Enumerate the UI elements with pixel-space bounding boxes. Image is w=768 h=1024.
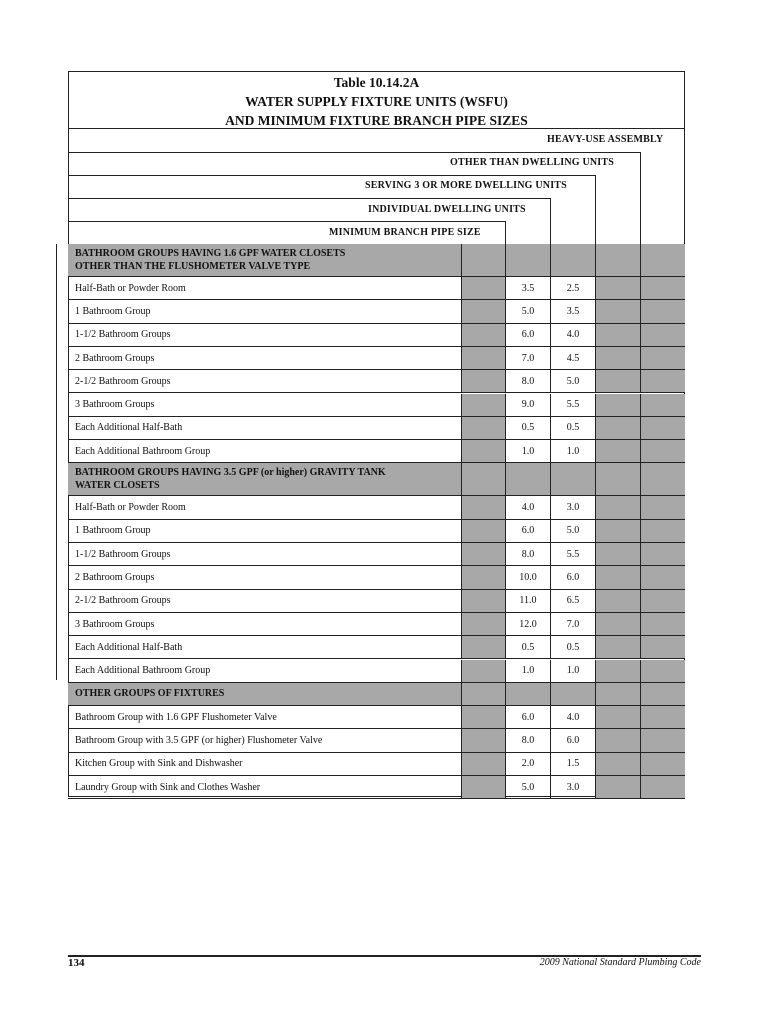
table-title-line-1: WATER SUPPLY FIXTURE UNITS (WSFU): [245, 94, 508, 109]
serving-3-cell: 3.0: [550, 496, 595, 518]
fixture-label: Half-Bath or Powder Room: [75, 282, 186, 294]
serving-3-cell: 5.5: [550, 394, 595, 416]
heavy-use-cell: [640, 244, 685, 276]
pipe-size-cell: [461, 277, 506, 299]
heavy-use-cell: [640, 496, 685, 518]
individual-dwelling-cell: 6.0: [505, 520, 550, 542]
page-number: 134: [68, 957, 85, 969]
individual-dwelling-cell: 8.0: [505, 543, 550, 565]
other-than-dwelling-cell: [595, 370, 640, 392]
header-individual-dwelling: INDIVIDUAL DWELLING UNITS: [368, 204, 526, 215]
serving-3-cell: 3.5: [550, 300, 595, 322]
fixture-label: 1-1/2 Bathroom Groups: [75, 329, 171, 341]
header-divider-serving-3: [550, 198, 551, 244]
serving-3-cell: 0.5: [550, 417, 595, 439]
other-than-dwelling-cell: [595, 277, 640, 299]
table-row: [68, 590, 685, 613]
fixture-label: 2-1/2 Bathroom Groups: [75, 595, 171, 607]
heavy-use-cell: [640, 417, 685, 439]
table-row: [68, 753, 685, 776]
serving-3-cell: 1.5: [550, 753, 595, 775]
fixture-label: 2 Bathroom Groups: [75, 571, 155, 583]
pipe-size-cell: [461, 706, 506, 728]
serving-3-cell: 6.0: [550, 566, 595, 588]
serving-3-cell: 5.0: [550, 520, 595, 542]
fixture-label: Each Additional Bathroom Group: [75, 445, 211, 457]
heavy-use-cell: [640, 440, 685, 462]
header-min-branch-pipe: MINIMUM BRANCH PIPE SIZE: [329, 227, 481, 238]
pipe-size-cell: [461, 543, 506, 565]
heavy-use-cell: [640, 706, 685, 728]
fixture-label: Bathroom Group with 1.6 GPF Flushometer Valve: [75, 711, 277, 723]
table-title-block: [68, 71, 685, 129]
table-row: [68, 370, 685, 393]
table-title-line-2: AND MINIMUM FIXTURE BRANCH PIPE SIZES: [225, 113, 528, 128]
fixture-label: 1 Bathroom Group: [75, 525, 151, 537]
fixture-label: 1 Bathroom Group: [75, 305, 151, 317]
heavy-use-cell: [640, 660, 685, 682]
heavy-use-cell: [640, 463, 685, 495]
fixture-label: Each Additional Half-Bath: [75, 422, 183, 434]
serving-3-cell: 4.5: [550, 347, 595, 369]
other-than-dwelling-cell: [595, 613, 640, 635]
serving-3-cell: 6.0: [550, 729, 595, 751]
other-than-dwelling-cell: [595, 463, 640, 495]
individual-dwelling-cell: 1.0: [505, 440, 550, 462]
heavy-use-cell: [640, 613, 685, 635]
heavy-use-cell: [640, 683, 685, 705]
table-row: [68, 417, 685, 440]
other-than-dwelling-cell: [595, 776, 640, 798]
pipe-size-cell: [461, 683, 506, 705]
serving-3-cell: [550, 463, 595, 495]
other-than-dwelling-cell: [595, 440, 640, 462]
serving-3-cell: [550, 244, 595, 276]
fixture-label: Laundry Group with Sink and Clothes Washer: [75, 781, 261, 793]
table-row: [68, 496, 685, 519]
pipe-size-cell: [461, 729, 506, 751]
table-row: [68, 636, 685, 659]
header-serving-3-or-more: SERVING 3 OR MORE DWELLING UNITS: [365, 180, 567, 191]
fixture-label: 3 Bathroom Groups: [75, 618, 155, 630]
heavy-use-cell: [640, 394, 685, 416]
header-divider-heavy-use: [640, 152, 641, 244]
heavy-use-cell: [640, 753, 685, 775]
other-than-dwelling-cell: [595, 300, 640, 322]
header-rule-3: [68, 198, 550, 199]
table-row: [68, 277, 685, 300]
other-than-dwelling-cell: [595, 417, 640, 439]
other-than-dwelling-cell: [595, 706, 640, 728]
heavy-use-cell: [640, 543, 685, 565]
other-than-dwelling-cell: [595, 753, 640, 775]
heavy-use-cell: [640, 300, 685, 322]
individual-dwelling-cell: 4.0: [505, 496, 550, 518]
heavy-use-cell: [640, 520, 685, 542]
serving-3-cell: 3.0: [550, 776, 595, 798]
serving-3-cell: 1.0: [550, 660, 595, 682]
individual-dwelling-cell: 5.0: [505, 300, 550, 322]
section-row: [68, 683, 685, 706]
fixture-label: 2 Bathroom Groups: [75, 352, 155, 364]
pipe-size-cell: [461, 394, 506, 416]
header-rule-2: [68, 175, 595, 176]
pipe-size-cell: [461, 496, 506, 518]
table-row: [68, 300, 685, 323]
header-rule-4: [68, 221, 505, 222]
heavy-use-cell: [640, 590, 685, 612]
serving-3-cell: 1.0: [550, 440, 595, 462]
fixture-label: 3 Bathroom Groups: [75, 399, 155, 411]
other-than-dwelling-cell: [595, 394, 640, 416]
serving-3-cell: 5.0: [550, 370, 595, 392]
fixture-label: Each Additional Half-Bath: [75, 641, 183, 653]
fixture-label: Half-Bath or Powder Room: [75, 502, 186, 514]
other-than-dwelling-cell: [595, 660, 640, 682]
table-number: Table 10.14.2A: [333, 75, 420, 90]
individual-dwelling-cell: 3.5: [505, 277, 550, 299]
other-than-dwelling-cell: [595, 496, 640, 518]
pipe-size-cell: [461, 324, 506, 346]
pipe-size-cell: [461, 463, 506, 495]
other-than-dwelling-cell: [595, 683, 640, 705]
pipe-size-cell: [461, 590, 506, 612]
section-row: [68, 244, 685, 277]
pipe-size-cell: [461, 417, 506, 439]
section-heading: BATHROOM GROUPS HAVING 1.6 GPF WATER CLOSETS OTHER THAN THE FLUSHOMETER VALVE TYPE: [75, 248, 346, 272]
fixture-label: Kitchen Group with Sink and Dishwasher: [75, 758, 243, 770]
table-row: [68, 543, 685, 566]
fixture-label: Bathroom Group with 3.5 GPF (or higher) Flushometer Valve: [75, 735, 323, 747]
fixture-label: 1-1/2 Bathroom Groups: [75, 548, 171, 560]
fixture-label: 2-1/2 Bathroom Groups: [75, 375, 171, 387]
individual-dwelling-cell: 8.0: [505, 370, 550, 392]
pipe-size-cell: [461, 347, 506, 369]
pipe-size-cell: [461, 753, 506, 775]
other-than-dwelling-cell: [595, 324, 640, 346]
other-than-dwelling-cell: [595, 636, 640, 658]
individual-dwelling-cell: 8.0: [505, 729, 550, 751]
heavy-use-cell: [640, 370, 685, 392]
other-than-dwelling-cell: [595, 347, 640, 369]
table-row: [68, 613, 685, 636]
section-heading: BATHROOM GROUPS HAVING 3.5 GPF (or higher) GRAVITY TANK WATER CLOSETS: [75, 467, 386, 492]
individual-dwelling-cell: 1.0: [505, 660, 550, 682]
change-bar: [56, 244, 57, 680]
header-rule-1: [68, 152, 640, 153]
table-row: [68, 729, 685, 752]
fixture-label: Each Additional Bathroom Group: [75, 665, 211, 677]
pipe-size-cell: [461, 370, 506, 392]
other-than-dwelling-cell: [595, 543, 640, 565]
serving-3-cell: 0.5: [550, 636, 595, 658]
pipe-size-cell: [461, 776, 506, 798]
table-row: [68, 706, 685, 729]
pipe-size-cell: [461, 660, 506, 682]
serving-3-cell: 7.0: [550, 613, 595, 635]
table-row: [68, 324, 685, 347]
heavy-use-cell: [640, 277, 685, 299]
individual-dwelling-cell: 5.0: [505, 776, 550, 798]
individual-dwelling-cell: 0.5: [505, 636, 550, 658]
table-row: [68, 660, 685, 683]
table-row: [68, 440, 685, 463]
header-heavy-use-assembly: HEAVY-USE ASSEMBLY: [547, 134, 664, 145]
serving-3-cell: 2.5: [550, 277, 595, 299]
individual-dwelling-cell: 6.0: [505, 324, 550, 346]
serving-3-cell: [550, 683, 595, 705]
section-heading: OTHER GROUPS OF FIXTURES: [75, 688, 225, 700]
individual-dwelling-cell: 9.0: [505, 394, 550, 416]
serving-3-cell: 5.5: [550, 543, 595, 565]
heavy-use-cell: [640, 776, 685, 798]
pipe-size-cell: [461, 613, 506, 635]
serving-3-cell: 6.5: [550, 590, 595, 612]
individual-dwelling-cell: [505, 463, 550, 495]
section-row: [68, 463, 685, 496]
other-than-dwelling-cell: [595, 244, 640, 276]
individual-dwelling-cell: [505, 683, 550, 705]
individual-dwelling-cell: 2.0: [505, 753, 550, 775]
pipe-size-cell: [461, 244, 506, 276]
serving-3-cell: 4.0: [550, 324, 595, 346]
footer-publication-title: 2009 National Standard Plumbing Code: [539, 957, 701, 968]
pipe-size-cell: [461, 440, 506, 462]
individual-dwelling-cell: [505, 244, 550, 276]
individual-dwelling-cell: 10.0: [505, 566, 550, 588]
heavy-use-cell: [640, 729, 685, 751]
other-than-dwelling-cell: [595, 729, 640, 751]
pipe-size-cell: [461, 300, 506, 322]
serving-3-cell: 4.0: [550, 706, 595, 728]
pipe-size-cell: [461, 520, 506, 542]
other-than-dwelling-cell: [595, 566, 640, 588]
individual-dwelling-cell: 11.0: [505, 590, 550, 612]
table-row: [68, 566, 685, 589]
heavy-use-cell: [640, 566, 685, 588]
individual-dwelling-cell: 7.0: [505, 347, 550, 369]
pipe-size-cell: [461, 636, 506, 658]
individual-dwelling-cell: 0.5: [505, 417, 550, 439]
heavy-use-cell: [640, 324, 685, 346]
other-than-dwelling-cell: [595, 590, 640, 612]
pipe-size-cell: [461, 566, 506, 588]
table-row: [68, 347, 685, 370]
individual-dwelling-cell: 12.0: [505, 613, 550, 635]
header-other-than-dwelling: OTHER THAN DWELLING UNITS: [450, 157, 615, 168]
heavy-use-cell: [640, 636, 685, 658]
other-than-dwelling-cell: [595, 520, 640, 542]
header-divider-other-than-dwelling: [595, 175, 596, 244]
heavy-use-cell: [640, 347, 685, 369]
table-row: [68, 776, 685, 799]
table-row: [68, 520, 685, 543]
table-row: [68, 394, 685, 417]
header-divider-individual: [505, 221, 506, 244]
individual-dwelling-cell: 6.0: [505, 706, 550, 728]
